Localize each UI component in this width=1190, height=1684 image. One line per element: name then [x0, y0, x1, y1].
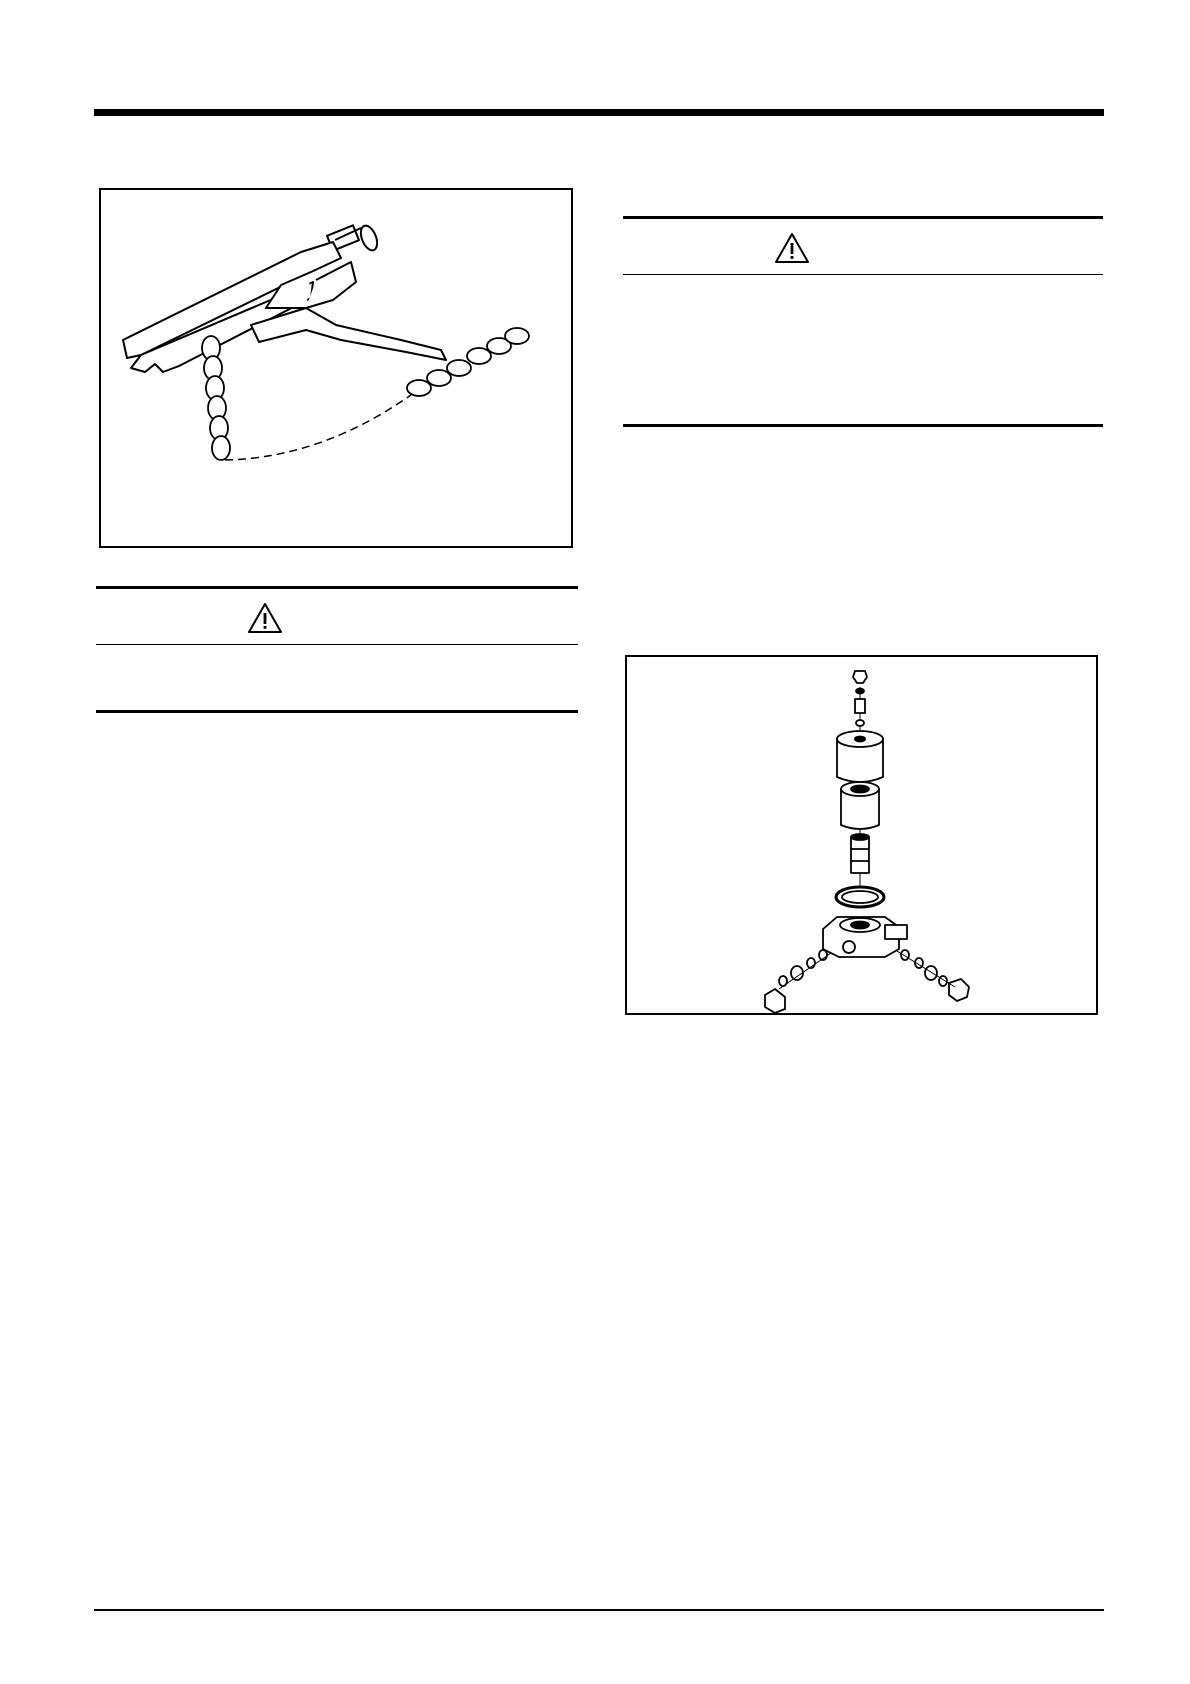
header-rule — [94, 109, 1104, 116]
warning-bottom-rule-left — [96, 710, 578, 713]
warning-top-rule — [623, 216, 1103, 219]
warning-triangle-icon — [247, 602, 283, 634]
warning-divider — [623, 274, 1103, 275]
footer-rule — [94, 1609, 1104, 1611]
warning-bottom-rule — [623, 424, 1103, 427]
warning-divider-left — [96, 644, 578, 645]
chain-wrench-illustration — [101, 190, 571, 546]
warning-top-rule-left — [96, 586, 578, 589]
oil-filter-exploded-figure — [625, 655, 1098, 1015]
oil-filter-exploded-illustration — [627, 657, 1096, 1013]
warning-triangle-icon — [774, 232, 810, 264]
chain-wrench-figure — [99, 188, 573, 548]
